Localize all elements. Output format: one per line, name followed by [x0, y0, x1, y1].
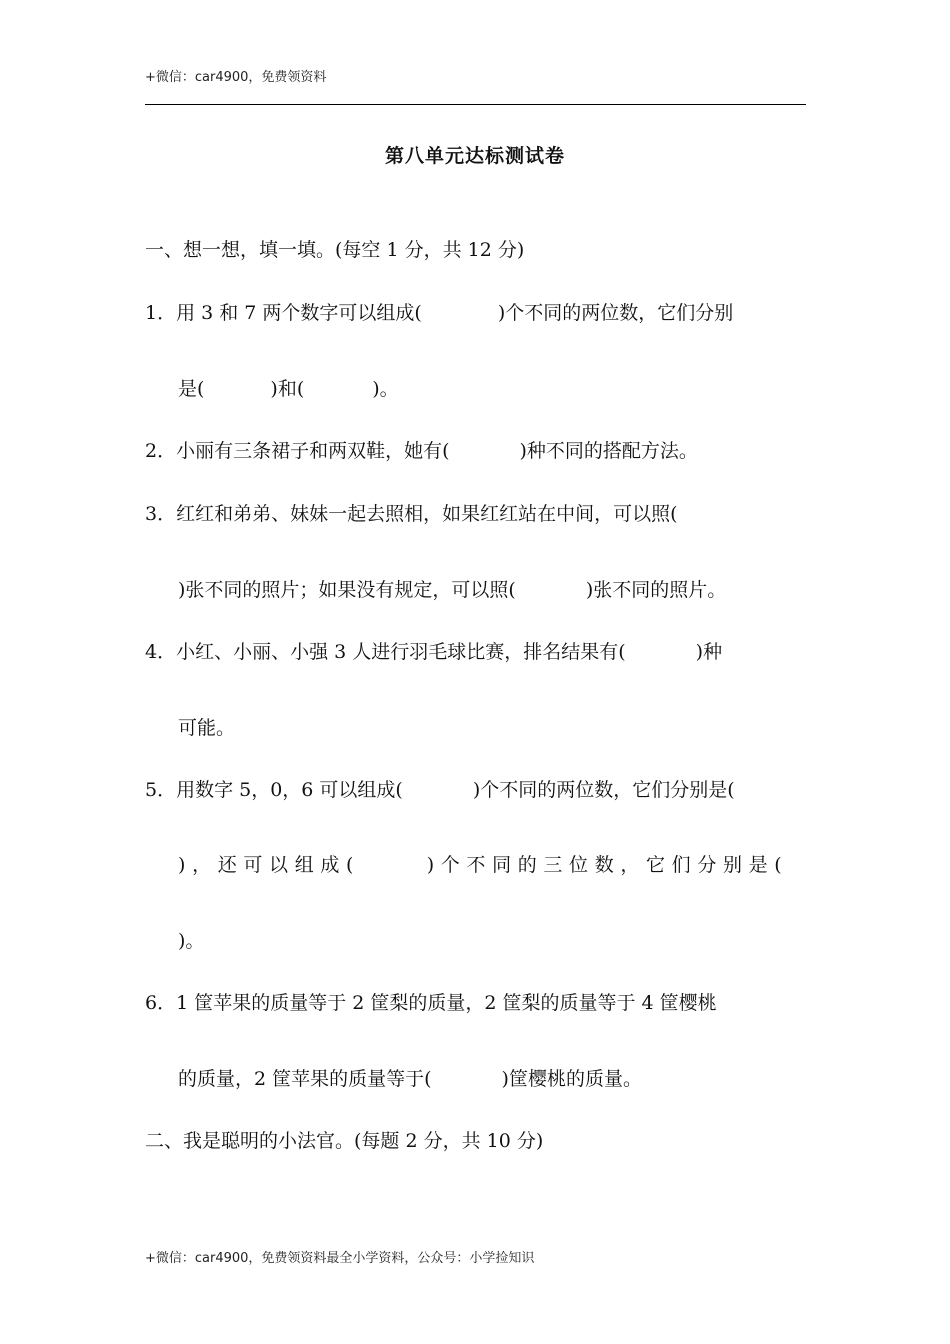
q5-word: 是	[748, 854, 768, 876]
question-6-text-a: 的质量，2 筐苹果的质量等于(	[178, 1068, 432, 1090]
q5-word: )	[426, 854, 435, 876]
question-4-text-a: 4．小红、小丽、小强 3 人进行羽毛球比赛，排名结果有(	[145, 641, 626, 663]
q5-word: 三	[543, 854, 563, 876]
question-2-text-a: 2．小丽有三条裙子和两双鞋，她有(	[145, 440, 450, 462]
page-title: 第八单元达标测试卷	[384, 145, 565, 167]
question-3-text-b: )张不同的照片。	[585, 579, 727, 601]
header-divider	[145, 104, 806, 105]
q5-word: ，	[192, 854, 212, 876]
footer-note: +微信：car4900，免费领资料最全小学资料，公众号：小学捡知识	[145, 1251, 535, 1266]
question-1-text-d: )和(	[270, 378, 305, 400]
q5-word: 个	[440, 854, 460, 876]
question-4-line-2: 可能。	[178, 717, 236, 739]
section-1-heading: 一、想一想，填一填。(每空 1 分，共 12 分)	[145, 239, 525, 261]
q5-word: 位	[569, 854, 589, 876]
question-2	[145, 439, 698, 463]
header-note: +微信：car4900，免费领资料	[145, 70, 327, 85]
question-1-line-2	[178, 377, 399, 401]
q5-word: 分	[697, 854, 717, 876]
question-6-line-1: 6．1 筐苹果的质量等于 2 筐梨的质量，2 筐梨的质量等于 4 筐樱桃	[145, 992, 717, 1014]
q5-word: 以	[269, 854, 289, 876]
q5-word: 成	[320, 854, 340, 876]
question-5-text-b: )个不同的两位数，它们分别是(	[472, 779, 735, 801]
q5-word: 不	[466, 854, 486, 876]
answer-blank[interactable]	[360, 853, 420, 877]
question-6-line-2	[178, 1067, 642, 1091]
q5-word: 别	[722, 854, 742, 876]
q5-word: 的	[517, 854, 537, 876]
question-3-text-a: )张不同的照片；如果没有规定，可以照(	[178, 579, 516, 601]
question-1-text-a: 1．用 3 和 7 两个数字可以组成(	[145, 302, 422, 324]
question-1-text-b: )个不同的两位数，它们分别	[497, 302, 734, 324]
section-2-heading: 二、我是聪明的小法官。(每题 2 分，共 10 分)	[145, 1130, 544, 1152]
question-4-line-1	[145, 640, 722, 664]
q5-word: (	[774, 854, 782, 876]
question-3-line-2	[178, 578, 726, 602]
question-4-text-b: )种	[695, 641, 723, 663]
q5-word: )	[178, 854, 186, 876]
question-6-text-b: )筐樱桃的质量。	[501, 1068, 642, 1090]
q5-word: 同	[492, 854, 512, 876]
q5-word: 还	[217, 854, 237, 876]
q5-word: 可	[243, 854, 263, 876]
q5-word: ，	[620, 854, 640, 876]
q5-word: 组	[294, 854, 314, 876]
question-1-text-c: 是(	[178, 378, 205, 400]
q5-word: 它	[646, 854, 666, 876]
q5-word: 数	[594, 854, 614, 876]
question-1-line-1	[145, 301, 733, 325]
question-5-line-1	[145, 778, 735, 802]
question-5-line-2	[178, 853, 782, 877]
q5-word: 们	[671, 854, 691, 876]
question-2-text-b: )种不同的搭配方法。	[519, 440, 698, 462]
question-5-line-3: )。	[178, 930, 205, 952]
question-3-line-1: 3．红红和弟弟、妹妹一起去照相，如果红红站在中间，可以照(	[145, 503, 678, 525]
question-1-text-e: )。	[372, 378, 399, 400]
question-5-text-a: 5．用数字 5，0，6 可以组成(	[145, 779, 403, 801]
q5-word: (	[346, 854, 354, 876]
